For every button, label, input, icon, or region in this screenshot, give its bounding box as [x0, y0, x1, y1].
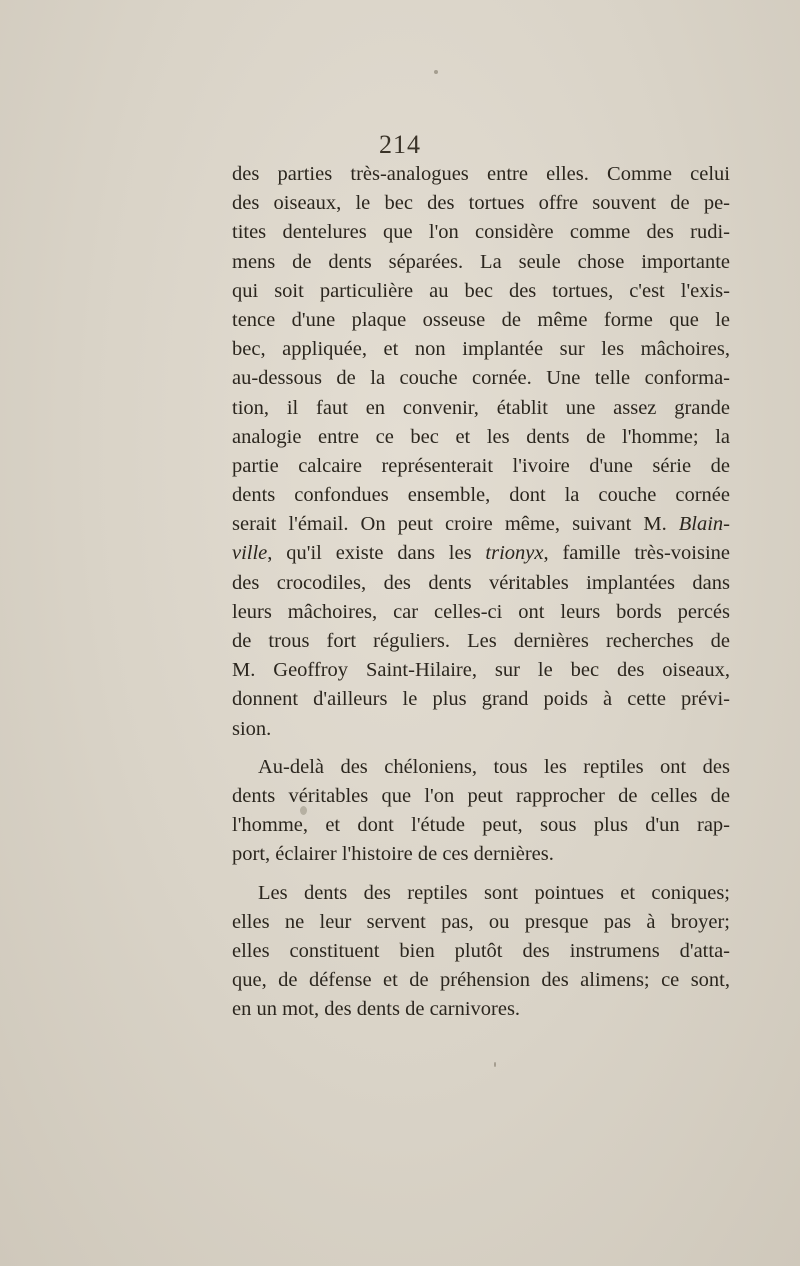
text-line: bec, appliquée, et non implantée sur les mâchoires,: [232, 338, 730, 361]
text-line: des parties très-analogues entre elles. Comme celui: [232, 163, 730, 185]
body-text: [232, 160, 730, 1024]
text-line: l'homme, et dont l'étude peut, sous plus d'un rap-: [232, 814, 730, 837]
page-number: 214: [379, 130, 421, 159]
text-line: sion.: [232, 717, 272, 740]
text-line: serait l'émail. On peut croire même, suivant M. Blain-: [232, 513, 730, 536]
paragraph-3: [232, 879, 730, 1025]
text-line: qui soit particulière au bec des tortues, c'est l'exis-: [232, 279, 730, 302]
paper-speck: [434, 70, 438, 74]
text-line: port, éclairer l'histoire de ces dernières.: [232, 843, 554, 866]
text-line: que, de défense et de préhension des alimens; ce sont,: [232, 969, 730, 992]
text-line: partie calcaire représenterait l'ivoire d'une série de: [232, 454, 730, 477]
paper-speck: [300, 806, 307, 815]
text-line: mens de dents séparées. La seule chose importante: [232, 250, 730, 273]
text-line: elles ne leur servent pas, ou presque pas à broyer;: [232, 910, 730, 933]
text-line: dents confondues ensemble, dont la couche cornée: [232, 484, 730, 507]
text-line: des crocodiles, des dents véritables implantées dans: [232, 571, 730, 594]
text-line: Au-delà des chéloniens, tous les reptiles ont des: [258, 755, 730, 778]
text-line: analogie entre ce bec et les dents de l'homme; la: [232, 425, 730, 448]
text-line: tites dentelures que l'on considère comme des rudi-: [232, 221, 730, 244]
text-line: Les dents des reptiles sont pointues et coniques;: [258, 881, 730, 904]
text-line: tence d'une plaque osseuse de même forme que le: [232, 308, 730, 331]
text-line: M. Geoffroy Saint-Hilaire, sur le bec des oiseaux,: [232, 659, 730, 682]
text-line: au-dessous de la couche cornée. Une telle conforma-: [232, 367, 730, 390]
text-line: elles constituent bien plutôt des instrumens d'atta-: [232, 939, 730, 962]
text-line: de trous fort réguliers. Les dernières recherches de: [232, 630, 730, 652]
paper-speck: [494, 1062, 496, 1067]
paragraph-1: [232, 160, 730, 744]
text-line: donnent d'ailleurs le plus grand poids à cette prévi-: [232, 688, 730, 711]
text-line: leurs mâchoires, car celles-ci ont leurs bords percés: [232, 600, 730, 623]
text-line: ville, qu'il existe dans les trionyx, famille très-voisine: [232, 542, 730, 565]
text-line: tion, il faut en convenir, établit une assez grande: [232, 396, 730, 419]
text-line: dents véritables que l'on peut rapprocher de celles de: [232, 784, 730, 807]
text-line: des oiseaux, le bec des tortues offre souvent de pe-: [232, 192, 730, 215]
text-line: en un mot, des dents de carnivores.: [232, 998, 521, 1021]
